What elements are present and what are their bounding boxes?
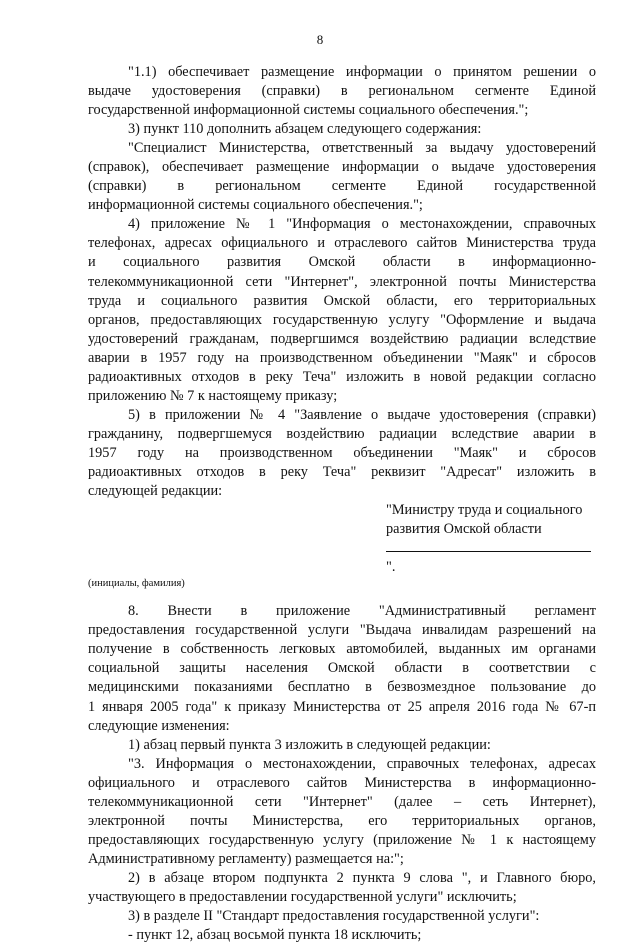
text-line: телефонах, адресах официального и отраслевого сайтов Министерства труда (88, 235, 596, 252)
addressee-line-2: развития Омской области (386, 521, 542, 538)
addressee-signature-line (386, 539, 596, 577)
text-line: телекоммуникационной сети "Интернет", электронной почты Министерства (88, 273, 596, 290)
document-body (88, 63, 596, 945)
text-line: телекоммуникационной сети "Интернет" (далее – сеть Интернет), (88, 793, 596, 810)
text-line: и социального развития Омской области в информационно- (88, 254, 596, 271)
text-line: предоставляющих государственную услугу (приложение № 1 к настоящему (88, 831, 596, 848)
text-line: 4) приложение № 1 "Информация о местонахождении, справочных (128, 216, 596, 233)
text-line: следующие изменения: (88, 717, 230, 734)
text-line: предоставления государственной услуги "Выдача инвалидам разрешений на (88, 622, 596, 639)
text-line: (справок), обеспечивает размещение информации о выдаче удостоверения (88, 159, 596, 176)
text-line: информационной системы социального обеспечения."; (88, 197, 423, 214)
text-line: Административному регламенту) размещается на:"; (88, 850, 404, 867)
text-line: участвующего в предоставлении государственной услуги" исключить; (88, 888, 517, 905)
text-line: удостоверений гражданам, подвергшимся воздействию радиации вследствие (88, 330, 596, 347)
text-line: медицинскими показаниями бесплатно в безвозмездное пользование до (88, 679, 596, 696)
amendments-part-1 (88, 63, 596, 501)
text-line: "3. Информация о местонахождении, справочных телефонах, адресах (128, 755, 596, 772)
text-line: "Специалист Министерства, ответственный за выдачу удостоверений (128, 140, 596, 157)
addressee-block (386, 501, 596, 577)
text-line: 2) в абзаце втором подпункта 2 пункта 9 слова ", и Главного бюро, (128, 869, 596, 886)
text-line: социальной защиты населения Омской области в соответствии с (88, 660, 596, 677)
text-line: электронной почты Министерства, его территориальных органов, (88, 812, 596, 829)
text-line: 8. Внести в приложение "Административный регламент (128, 603, 596, 620)
text-line: получение в собственность легковых автомобилей, выданных им органами (88, 641, 596, 658)
text-line: "1.1) обеспечивает размещение информации о принятом решении о (128, 64, 596, 80)
text-line: 1) абзац первый пункта 3 изложить в следующей редакции: (128, 736, 491, 753)
text-line: 3) пункт 110 дополнить абзацем следующего содержания: (128, 121, 482, 138)
text-line: - пункт 12, абзац восьмой пункта 18 исключить; (128, 927, 422, 944)
spacer (88, 591, 596, 602)
text-line: аварии в 1957 году на производственном объединении "Маяк" и сбросов (88, 349, 596, 366)
text-line: 5) в приложении № 4 "Заявление о выдаче удостоверения (справки) (128, 406, 596, 423)
text-line: радиоактивных отходов в реку Теча" изложить в новой редакции согласно (88, 368, 596, 385)
text-line: 1957 году на производственном объединении "Маяк" и сбросов (88, 444, 596, 461)
text-line: выдаче удостоверения (справки) в региональном сегменте Единой (88, 83, 596, 100)
text-line: 1 января 2005 года" к приказу Министерства от 25 апреля 2016 года № 67-п (88, 698, 596, 715)
text-line: официального и отраслевого сайтов Министерства в информационно- (88, 774, 596, 791)
text-line: следующей редакции: (88, 483, 223, 500)
text-line: государственной информационной системы социального обеспечения."; (88, 102, 529, 119)
initials-hint: (инициалы, фамилия) (88, 578, 185, 590)
addressee-line-1: "Министру труда и социального (386, 502, 583, 519)
text-line: органов, предоставляющих государственную услугу "Оформление и выдача (88, 311, 596, 328)
amendments-part-2 (88, 602, 596, 945)
text-line: труда и социального развития Омской области, его территориальных (88, 292, 596, 309)
text-line: радиоактивных отходов в реку Теча" реквизит "Адресат" изложить в (88, 463, 596, 480)
text-line: (справки) в региональном сегменте Единой государственной (88, 178, 596, 195)
addressee-end: ". (386, 559, 396, 576)
text-line: гражданину, подвергшемуся воздействию радиации вследствие аварии в (88, 425, 596, 442)
page-number: 8 (316, 32, 324, 47)
text-line: приложению № 7 к настоящему приказу; (88, 387, 338, 404)
signature-underline (386, 541, 591, 552)
text-line: 3) в разделе II "Стандарт предоставления государственной услуги": (128, 908, 540, 925)
